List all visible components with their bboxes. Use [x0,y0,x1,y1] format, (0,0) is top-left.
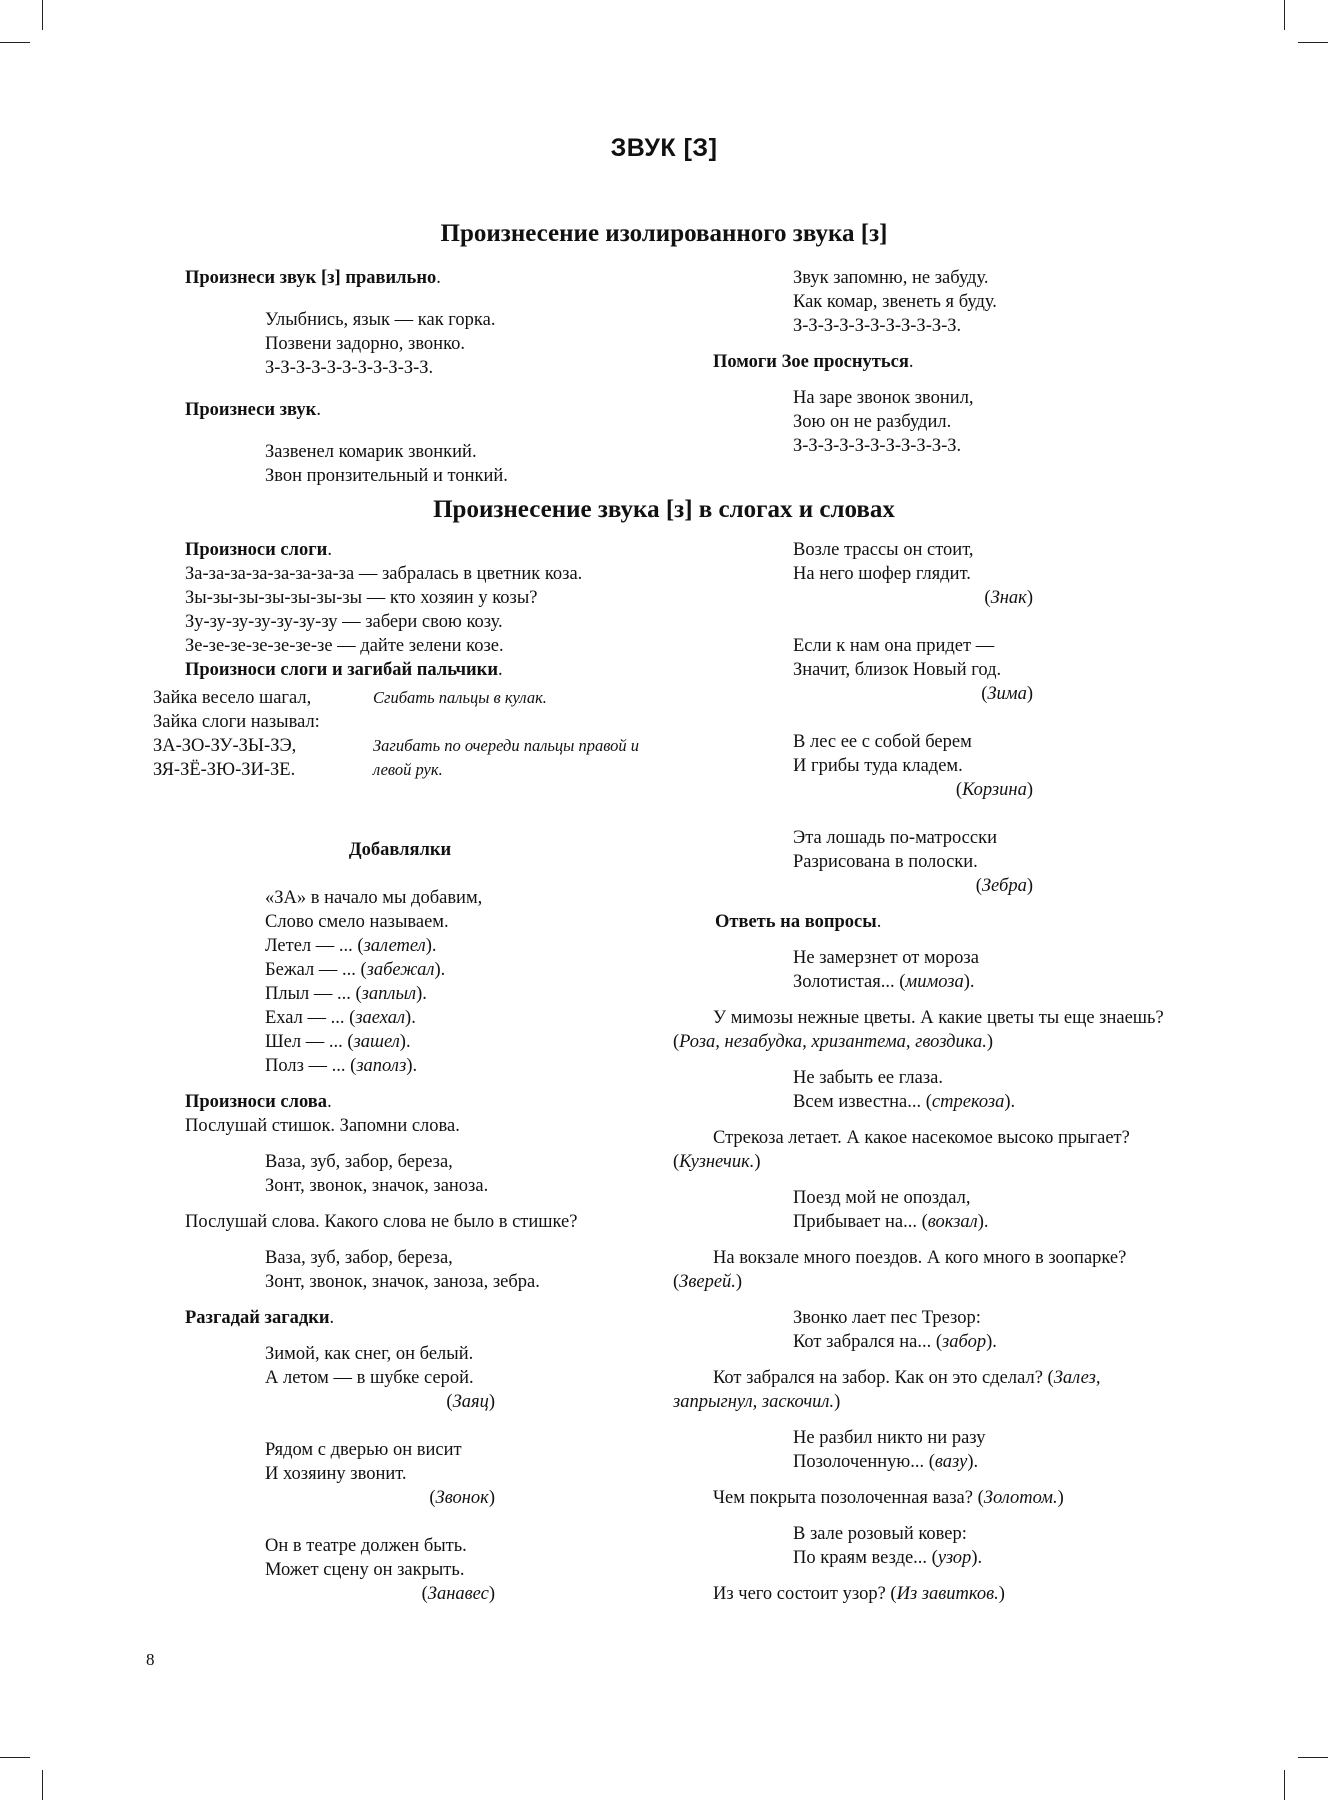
verse-block: Ваза, зуб, забор, береза, Зонт, звонок, значок, заноза, зебра. [265,1248,540,1292]
finger-game: Зайка весело шагал, Зайка слоги называл: Сгибать пальцы в кулак. ЗА-ЗО-ЗУ-ЗЫ-ЗЭ, ЗЯ-ЗЁ-ЗЮ-ЗИ-ЗЕ. Загибать по очереди пальцы правой и левой рук. [153,686,673,782]
section2-left-column [185,538,675,682]
syllable-line: Зе-зе-зе-зе-зе-зе-зе — дайте зелени козе. [185,636,504,656]
question-verse: Поезд мой не опоздал, Прибывает на... (вокзал). [793,1188,989,1232]
question-text: Чем покрыта позолоченная ваза? (Золотом.) [713,1488,1064,1508]
riddle: Зимой, как снег, он белый. А летом — в шубке серой. (Заяц) [265,1344,495,1412]
section1-right-column [713,266,1193,458]
dob-item: Ехал — ... (заехал). [265,1008,416,1028]
task-heading: Ответь на вопросы. [715,912,882,932]
riddle: Он в театре должен быть. Может сцену он закрыть. (Занавес) [265,1536,495,1604]
verse-block: Улыбнись, язык — как горка. Позвени задорно, звонко. З-З-З-З-З-З-З-З-З-З-З. [265,310,496,378]
riddle-answer: (Зима) [981,684,1033,704]
page-number: 8 [146,1650,155,1669]
dob-item: Летел — ... (залетел). [265,936,437,956]
instruction-text: Сгибать пальцы в кулак. [373,688,547,707]
question-verse: Звонко лает пес Трезор: Кот забрался на... (забор). [793,1308,997,1352]
syllable-line: За-за-за-за-за-за-за-за — забралась в цветник коза. [185,564,583,584]
question-text: Стрекоза летает. А какое насекомое высоко прыгает? (Кузнечик.) [673,1128,1130,1172]
question-verse: Не замерзнет от мороза Золотистая... (мимоза). [793,948,979,992]
syllable-line: Зы-зы-зы-зы-зы-зы-зы — кто хозяин у козы? [185,588,538,608]
verse-block: Звук запомню, не забуду. Как комар, звенеть я буду. З-З-З-З-З-З-З-З-З-З-З. [793,268,997,336]
riddle: Возле трассы он стоит, На него шофер глядит. (Знак) [793,540,1033,608]
question-text: У мимозы нежные цветы. А какие цветы ты еще знаешь? (Роза, незабудка, хризантема, гвоздика.) [673,1008,1164,1052]
crop-mark [42,0,43,30]
question-text: Из чего состоит узор? (Из завитков.) [713,1584,1005,1604]
question-text: На вокзале много поездов. А кого много в зоопарке? (Зверей.) [673,1248,1127,1292]
section-title-isolated: Произнесение изолированного звука [з] [440,220,888,247]
riddle: Если к нам она придет — Значит, близок Новый год. (Зима) [793,636,1033,704]
crop-mark [0,42,30,43]
task-heading: Произноси слоги и загибай пальчики. [185,660,503,680]
section2-right-column [673,538,1183,1606]
verse-block: Ваза, зуб, забор, береза, Зонт, звонок, значок, заноза. [265,1152,489,1196]
dob-item: Бежал — ... (забежал). [265,960,446,980]
riddle-answer: (Заяц) [446,1392,495,1412]
dob-item: Полз — ... (заполз). [265,1056,418,1076]
dobavlyalki-title: Добавлялки [348,840,452,860]
task-heading: Произнеси звук. [185,400,321,420]
task-heading: Произноси слова. [185,1092,332,1112]
riddle-answer: (Зебра) [975,876,1033,896]
crop-mark [1298,42,1328,43]
section2-left-lower: Добавлялки «ЗА» в начало мы добавим, Слово смело называем. Летел — ... (залетел). Бежал — ... (забежал). Плыл — ... (заплыл). Ехал — ... (заехал). Шел — ... (зашел). Полз — ... (заполз). Произноси слова. Послушай стишок. Запомни слова. Ваза, зуб, забор, береза, Зонт, звонок, значок, заноза. Послушай слова. Какого слова не было в стишке? Ваза, зуб, забор, береза, Зонт, звонок, значок, заноза, зебра. Разгадай загадки. Зимой, как снег, он белый. А летом — в шубке серой. (Заяц) Рядом с дверью он висит И хозяину звонит. (Звонок) Он в театре должен быть. Может сцену он закрыть. (Занавес) [185,838,675,1606]
crop-mark [1298,1757,1328,1758]
question-verse: Не разбил никто ни разу Позолоченную... (вазу). [793,1428,986,1472]
crop-mark [1284,0,1285,30]
riddle-answer: (Знак) [984,588,1033,608]
riddle-answer: (Занавес) [421,1584,495,1604]
question-verse: В зале розовый ковер: По краям везде... (узор). [793,1524,983,1568]
dob-item: Шел — ... (зашел). [265,1032,411,1052]
verse-block: «ЗА» в начало мы добавим, Слово смело называем. Летел — ... (залетел). Бежал — ... (забежал). Плыл — ... (заплыл). Ехал — ... (заехал). Шел — ... (зашел). Полз — ... (заполз). [185,886,675,1078]
syllable-line: Зу-зу-зу-зу-зу-зу-зу — забери свою козу. [185,612,503,632]
page-title: ЗВУК [З] [610,134,718,162]
riddle: В лес ее с собой берем И грибы туда кладем. (Корзина) [793,732,1033,800]
question-text: Кот забрался на забор. Как он это сделал? (Залез, запрыгнул, заскочил.) [673,1368,1101,1412]
instruction-text: Загибать по очереди пальцы правой и левой рук. [373,736,640,779]
riddle-answer: (Звонок) [429,1488,495,1508]
verse-block: Зазвенел комарик звонкий. Звон пронзительный и тонкий. [265,442,508,486]
crop-mark [1284,1770,1285,1800]
riddle: Эта лошадь по-матросски Разрисована в полоски. (Зебра) [793,828,1033,896]
task-heading: Разгадай загадки. [185,1308,335,1328]
dob-item: Плыл — ... (заплыл). [265,984,427,1004]
riddle: Рядом с дверью он висит И хозяину звонит. (Звонок) [265,1440,495,1508]
task-heading: Произнеси звук [з] правильно. [185,268,441,288]
section1-left-column [185,266,665,488]
crop-mark [42,1770,43,1800]
question-verse: Не забыть ее глаза. Всем известна... (стрекоза). [793,1068,1016,1112]
verse-block: На заре звонок звонил, Зою он не разбудил. З-З-З-З-З-З-З-З-З-З-З. [793,388,974,456]
section-title-syllables: Произнесение звука [з] в слогах и словах [433,496,895,523]
task-heading: Произноси слоги. [185,540,332,560]
crop-mark [0,1757,30,1758]
task-heading: Помоги Зое проснуться. [713,352,914,372]
riddle-answer: (Корзина) [955,780,1033,800]
